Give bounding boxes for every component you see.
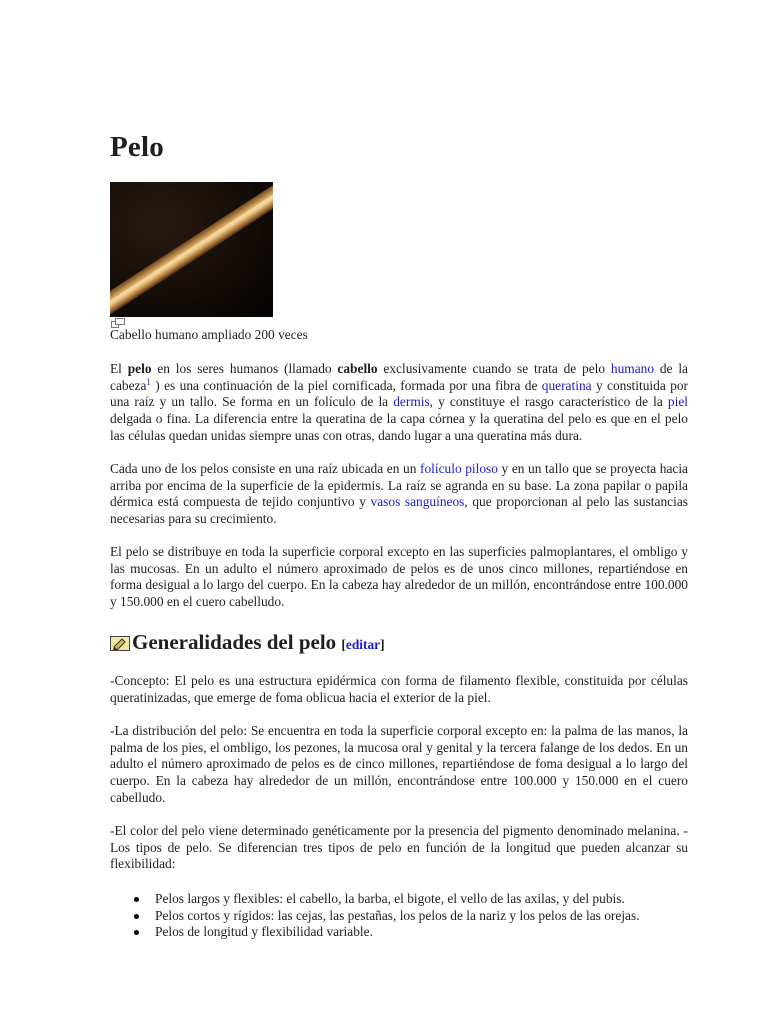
section-heading <box>110 629 385 658</box>
bullet-icon <box>134 914 139 919</box>
link-queratina[interactable]: queratina <box>541 377 592 393</box>
intro-paragraph: El pelo en los seres humanos (llamado cabello exclusivamente cuando se trata de pelo humano de la cabeza$^1$ ) es una continuación de la piel cornificada, formada por una fibra de queratina y constituida por una raíz y un tallo. Se forma en un folículo de la dermis, y constituye el rasgo característico de la piel delgada o fina. La diferencia entre la queratina de la capa córnea y la queratina del pelo es que en el pelo las células quedan unidas siempre unas con otras, dando lugar a una queratina más dura. <box>110 361 689 443</box>
list-item: Pelos cortos y rígidos: las cejas, las pestañas, los pelos de la nariz y los pelos de las orejas. <box>110 908 640 925</box>
magnified-hair-picture <box>110 182 273 317</box>
paragraph-concepto: -Concepto: El pelo es una estructura epidérmica con forma de filamento flexible, constituida por células queratinizadas, que emerge de foma oblicua hacia el exterior de la piel. <box>110 673 688 705</box>
paragraph-structure: Cada uno de los pelos consiste en una raíz ubicada en un folículo piloso y en un tallo que se proyecta hacia arriba por encima de la superficie de la epidermis. La raíz se agranda en su base. La zona papilar o papila dérmica está compuesta de tejido conjuntivo y vasos sanguíneos, que proporcionan al pelo las sustancias necesarias para su crecimiento. <box>110 461 688 527</box>
edit-section-link[interactable]: editar <box>345 637 381 652</box>
link-dermis[interactable]: dermis <box>393 394 430 410</box>
bullet-icon <box>134 930 139 935</box>
section-title: Generalidades del pelo <box>132 630 337 654</box>
list-item: Pelos de longitud y flexibilidad variable. <box>110 924 640 941</box>
reference-1[interactable]: 1 <box>146 376 151 387</box>
link-vasos-sanguineos[interactable]: vasos sanguíneos <box>370 494 465 510</box>
image-caption: Cabello humano ampliado 200 veces <box>110 327 308 342</box>
paragraph-distribution: El pelo se distribuye en toda la superficie corporal excepto en las superficies palmoplantares, el ombligo y las mucosas. En un adulto el número aproximado de pelos es de unos cinco millones, repartiéndose en forma desigual a lo largo del cuerpo. En la cabeza hay alrededor de un millón, encontrándose entre 100.000 y 150.000 en el cuero cabelludo. <box>110 544 688 610</box>
page-title: Pelo <box>110 131 164 163</box>
list-item: Pelos largos y flexibles: el cabello, la barba, el bigote, el vello de las axilas, y del pubis. <box>110 891 640 908</box>
hair-image[interactable] <box>110 182 273 317</box>
hair-types-list <box>110 891 640 941</box>
term-cabello: cabello <box>337 361 378 376</box>
paragraph-color: -El color del pelo viene determinado genéticamente por la presencia del pigmento denominado melanina. -Los tipos de pelo. Se diferencian tres tipos de pelo en función de la longitud que pueden alcanzar su flexibilidad: <box>110 823 709 872</box>
link-piel[interactable]: piel <box>667 394 689 410</box>
term-pelo: pelo <box>127 361 152 376</box>
paragraph-distribucion: -La distribución del pelo: Se encuentra en toda la superficie corporal excepto en: la palma de las manos, la palma de los pies, el ombligo, los pezones, la mucosa oral y genital y la tercera falange de los dedos. En un adulto el número aproximado de pelos es de cinco millones, repartiéndose de foma desigual a lo largo del cuerpo. En la cabeza hay alrededor de un millón, encontrándose entre 100.000 y 150.000 en el cuero cabelludo. <box>110 723 688 805</box>
link-foliculo-piloso[interactable]: folículo piloso <box>419 461 498 476</box>
bullet-icon <box>134 897 139 902</box>
link-humano[interactable]: humano <box>610 361 655 376</box>
section-pencil-icon <box>110 636 130 651</box>
edit-link-group: [editar] <box>341 637 385 652</box>
